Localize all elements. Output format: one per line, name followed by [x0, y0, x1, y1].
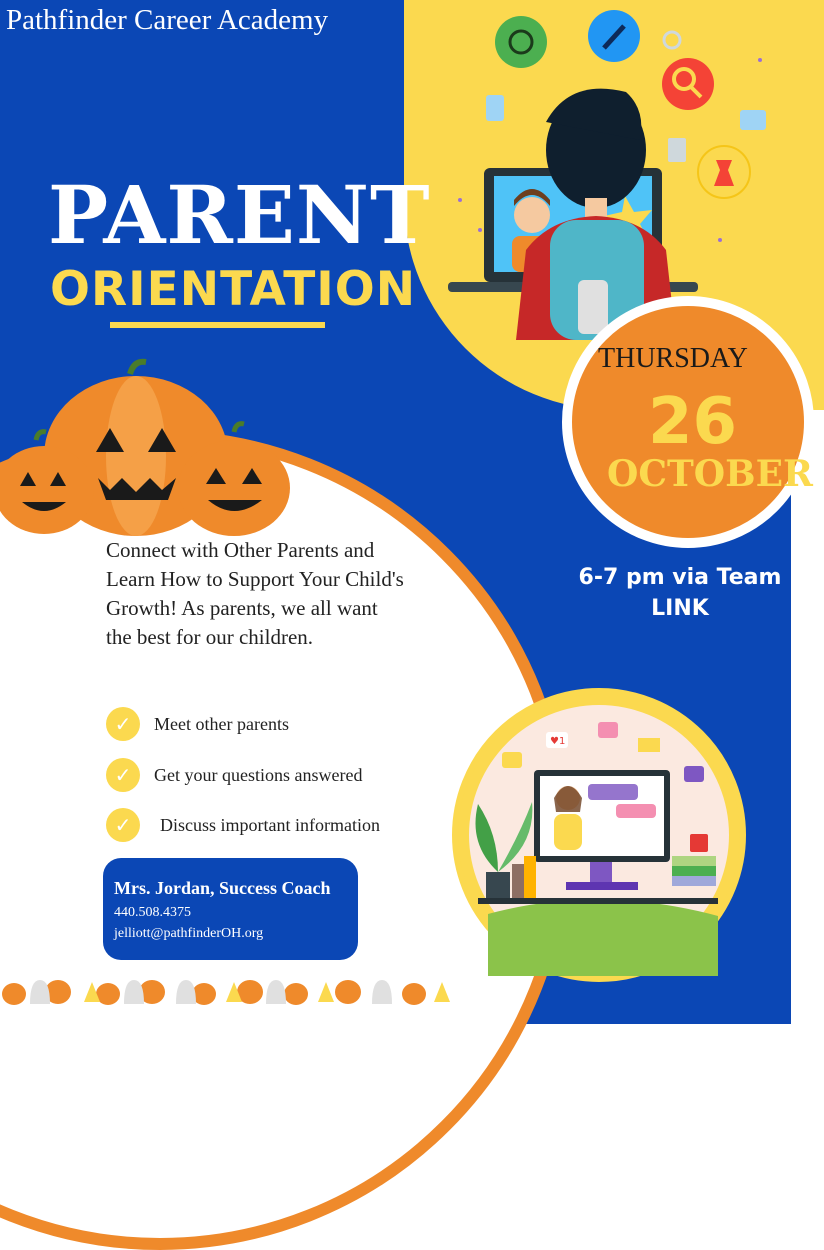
checklist-item: ✓ Meet other parents — [106, 707, 289, 741]
title-underline — [110, 322, 325, 328]
halloween-border-decoration — [0, 974, 460, 1010]
check-icon: ✓ — [106, 707, 140, 741]
title-parent: PARENT — [48, 168, 431, 262]
event-time: 6-7 pm via Team — [578, 565, 782, 590]
contact-name: Mrs. Jordan, Success Coach — [114, 878, 331, 898]
event-weekday: THURSDAY — [598, 343, 748, 374]
title-orientation: ORIENTATION — [50, 262, 417, 317]
checklist-item: ✓ Discuss important information — [106, 808, 380, 842]
check-icon: ✓ — [106, 808, 140, 842]
check-icon: ✓ — [106, 758, 140, 792]
teams-link[interactable]: LINK — [651, 596, 709, 621]
contact-email[interactable]: jelliott@pathfinderOH.org — [114, 926, 264, 941]
contact-phone[interactable]: 440.508.4375 — [114, 905, 191, 920]
svg-text:♥1: ♥1 — [550, 736, 566, 747]
academy-name: Pathfinder Career Academy — [6, 4, 329, 36]
event-day: 26 — [648, 385, 738, 459]
online-class-illustration-circle — [452, 688, 746, 982]
student-laptop-illustration — [420, 0, 791, 340]
intro-text: Connect with Other Parents and Learn How to Support Your Child's Growth! As parents, we all want the best for our children. — [106, 538, 404, 649]
online-teacher-illustration — [458, 694, 740, 976]
checklist-item: ✓ Get your questions answered — [106, 758, 362, 792]
event-month: OCTOBER — [607, 453, 813, 495]
jack-o-lantern-illustration — [0, 360, 300, 540]
